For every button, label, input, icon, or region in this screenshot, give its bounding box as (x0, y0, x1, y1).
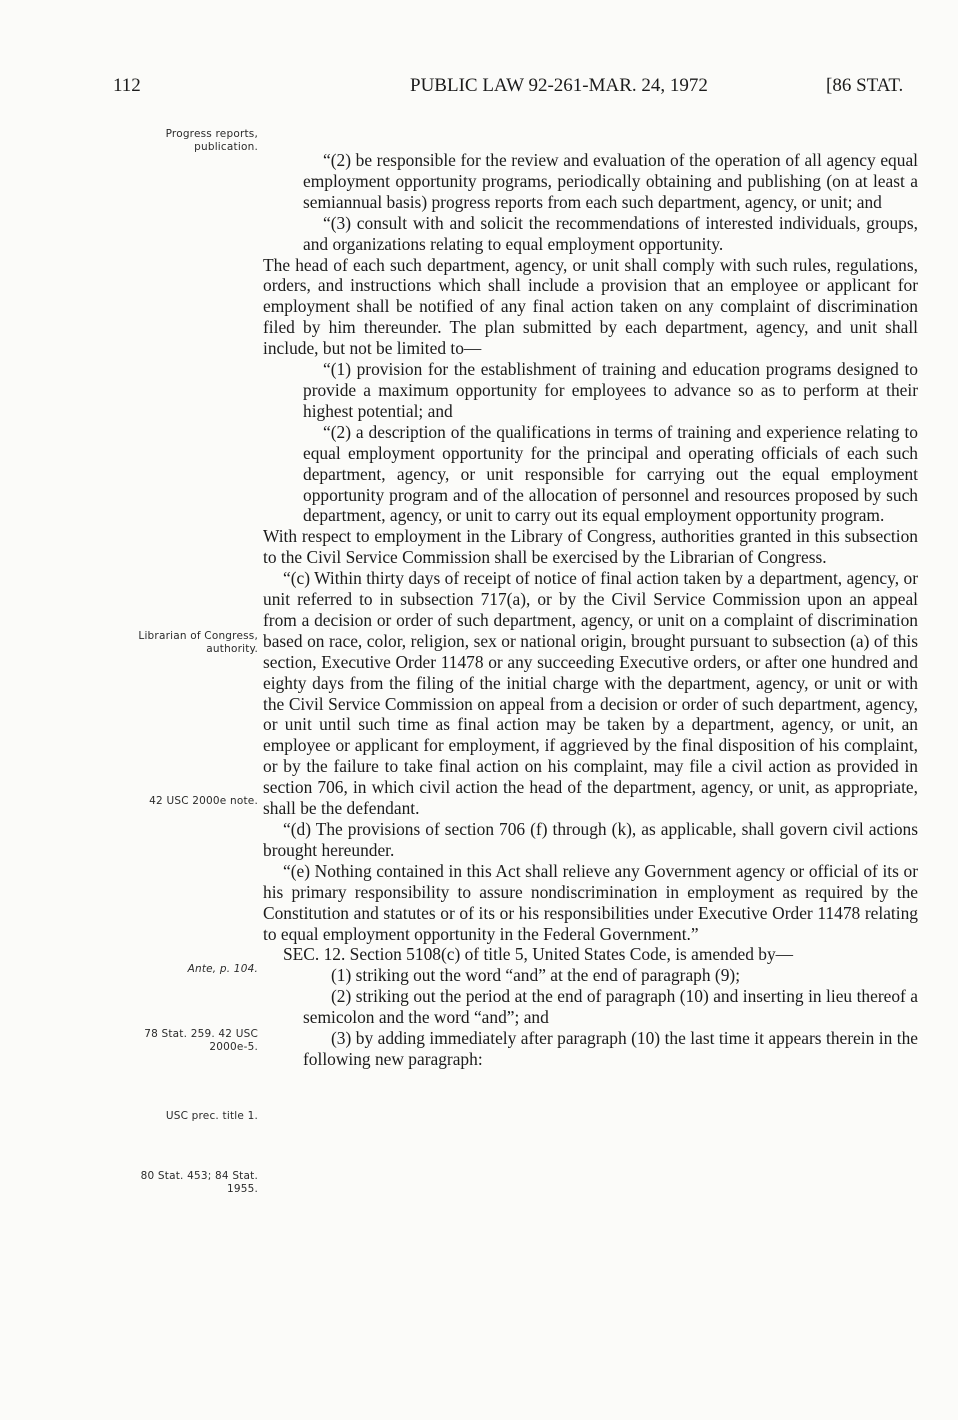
paragraph-consult: “(3) consult with and solicit the recommendations of interested individuals, groups, and organizations relating to equal employment opportunity. (303, 212, 918, 254)
statute-volume: [86 STAT. (826, 75, 904, 96)
paragraph-head-of-department: The head of each such department, agency, or unit shall comply with such rules, regulations, orders, and instructions which shall include a provision that an employee or applicant for employment shall be notified of any final action taken on any complaint of discrimination filed by him thereunder. The plan submitted by each department, agency, and unit shall include, but not be limited to— (263, 254, 918, 359)
paragraph-subsection-c: “(c) Within thirty days of receipt of notice of final action taken by a department, agency, or unit referred to in subsection 717(a), or by the Civil Service Commission upon an appeal from a decision or order of such department, agency, or unit on a complaint of discrimination based on race, color, religion, sex or national origin, brought pursuant to subsection (a) of this section, Executive Order 11478 or any succeeding Executive orders, or after one hundred and eighty days from the filing of the initial charge with the department, agency, or unit or with the Civil Service Commission on appeal from a decision or order of such department, agency, or unit until such time as final action may be taken by a department, agency, or unit, an employee or applicant for employment, if aggrieved by the final disposition of his complaint, or by the failure to take final action on his complaint, may file a civil action as provided in section 706, in which civil action the head of the department, agency, or unit, as appropriate, shall be the defendant. (263, 568, 918, 819)
paragraph-review-evaluation: “(2) be responsible for the review and evaluation of the operation of all agency equal employment opportunity programs, periodically obtaining and publishing (on at least a semiannual basis) progress reports from each such department, agency, or unit; and (303, 150, 918, 212)
paragraph-item-1: (1) striking out the word “and” at the end of paragraph (9); (331, 965, 741, 986)
paragraph-library-of-congress: With respect to employment in the Library of Congress, authorities granted in this subsection to the Civil Service Commission shall be exercised by the Librarian of Congress. (263, 526, 918, 568)
paragraph-qualifications: “(2) a description of the qualifications in terms of training and experience relating to equal employment opportunity for the principal and operating officials of each such department, agency, or unit responsible for carrying out the equal employment opportunity program and of the allocation of personnel and resources proposed by such department, agency, or unit to carry out its equal employment opportunity program. (303, 421, 918, 526)
statute-body (263, 150, 918, 1070)
paragraph-subsection-e: “(e) Nothing contained in this Act shall relieve any Government agency or official of its or his primary responsibility to assure nondiscrimination in employment as required by the Constitution and statutes or of its or his responsibilities under Executive Order 11478 relating to equal employment opportunity in the Federal Government.” (263, 860, 918, 944)
margin-note-progress-reports: Progress reports, publication. (165, 128, 258, 153)
margin-note-librarian: Librarian of Congress, authority. (138, 630, 258, 655)
paragraph-section-12: SEC. 12. Section 5108(c) of title 5, United States Code, is amended by— (283, 944, 794, 965)
margin-note-usc-prec: USC prec. title 1. (165, 1110, 258, 1122)
paragraph-item-3: (3) by adding immediately after paragraph (10) the last time it appears therein in the following new paragraph: (303, 1028, 918, 1069)
margin-note-42-usc-2000e: 42 USC 2000e note. (149, 795, 258, 807)
margin-note-80-stat: 80 Stat. 453; 84 Stat. 1955. (140, 1170, 258, 1195)
paragraph-training-programs: “(1) provision for the establishment of training and education programs designed to provide a maximum opportunity for employees to advance so as to perform at their highest potential; and (303, 359, 918, 421)
margin-note-78-stat: 78 Stat. 259. 42 USC 2000e-5. (144, 1028, 258, 1053)
page-number: 112 (113, 75, 141, 96)
paragraph-subsection-d: “(d) The provisions of section 706 (f) through (k), as applicable, shall govern civil actions brought hereunder. (263, 819, 918, 860)
running-title: PUBLIC LAW 92-261-MAR. 24, 1972 (410, 75, 708, 96)
paragraph-item-2: (2) striking out the period at the end of paragraph (10) and inserting in lieu thereof a semicolon and the word “and”; and (303, 986, 918, 1028)
margin-note-ante: Ante, p. 104. (187, 963, 258, 975)
